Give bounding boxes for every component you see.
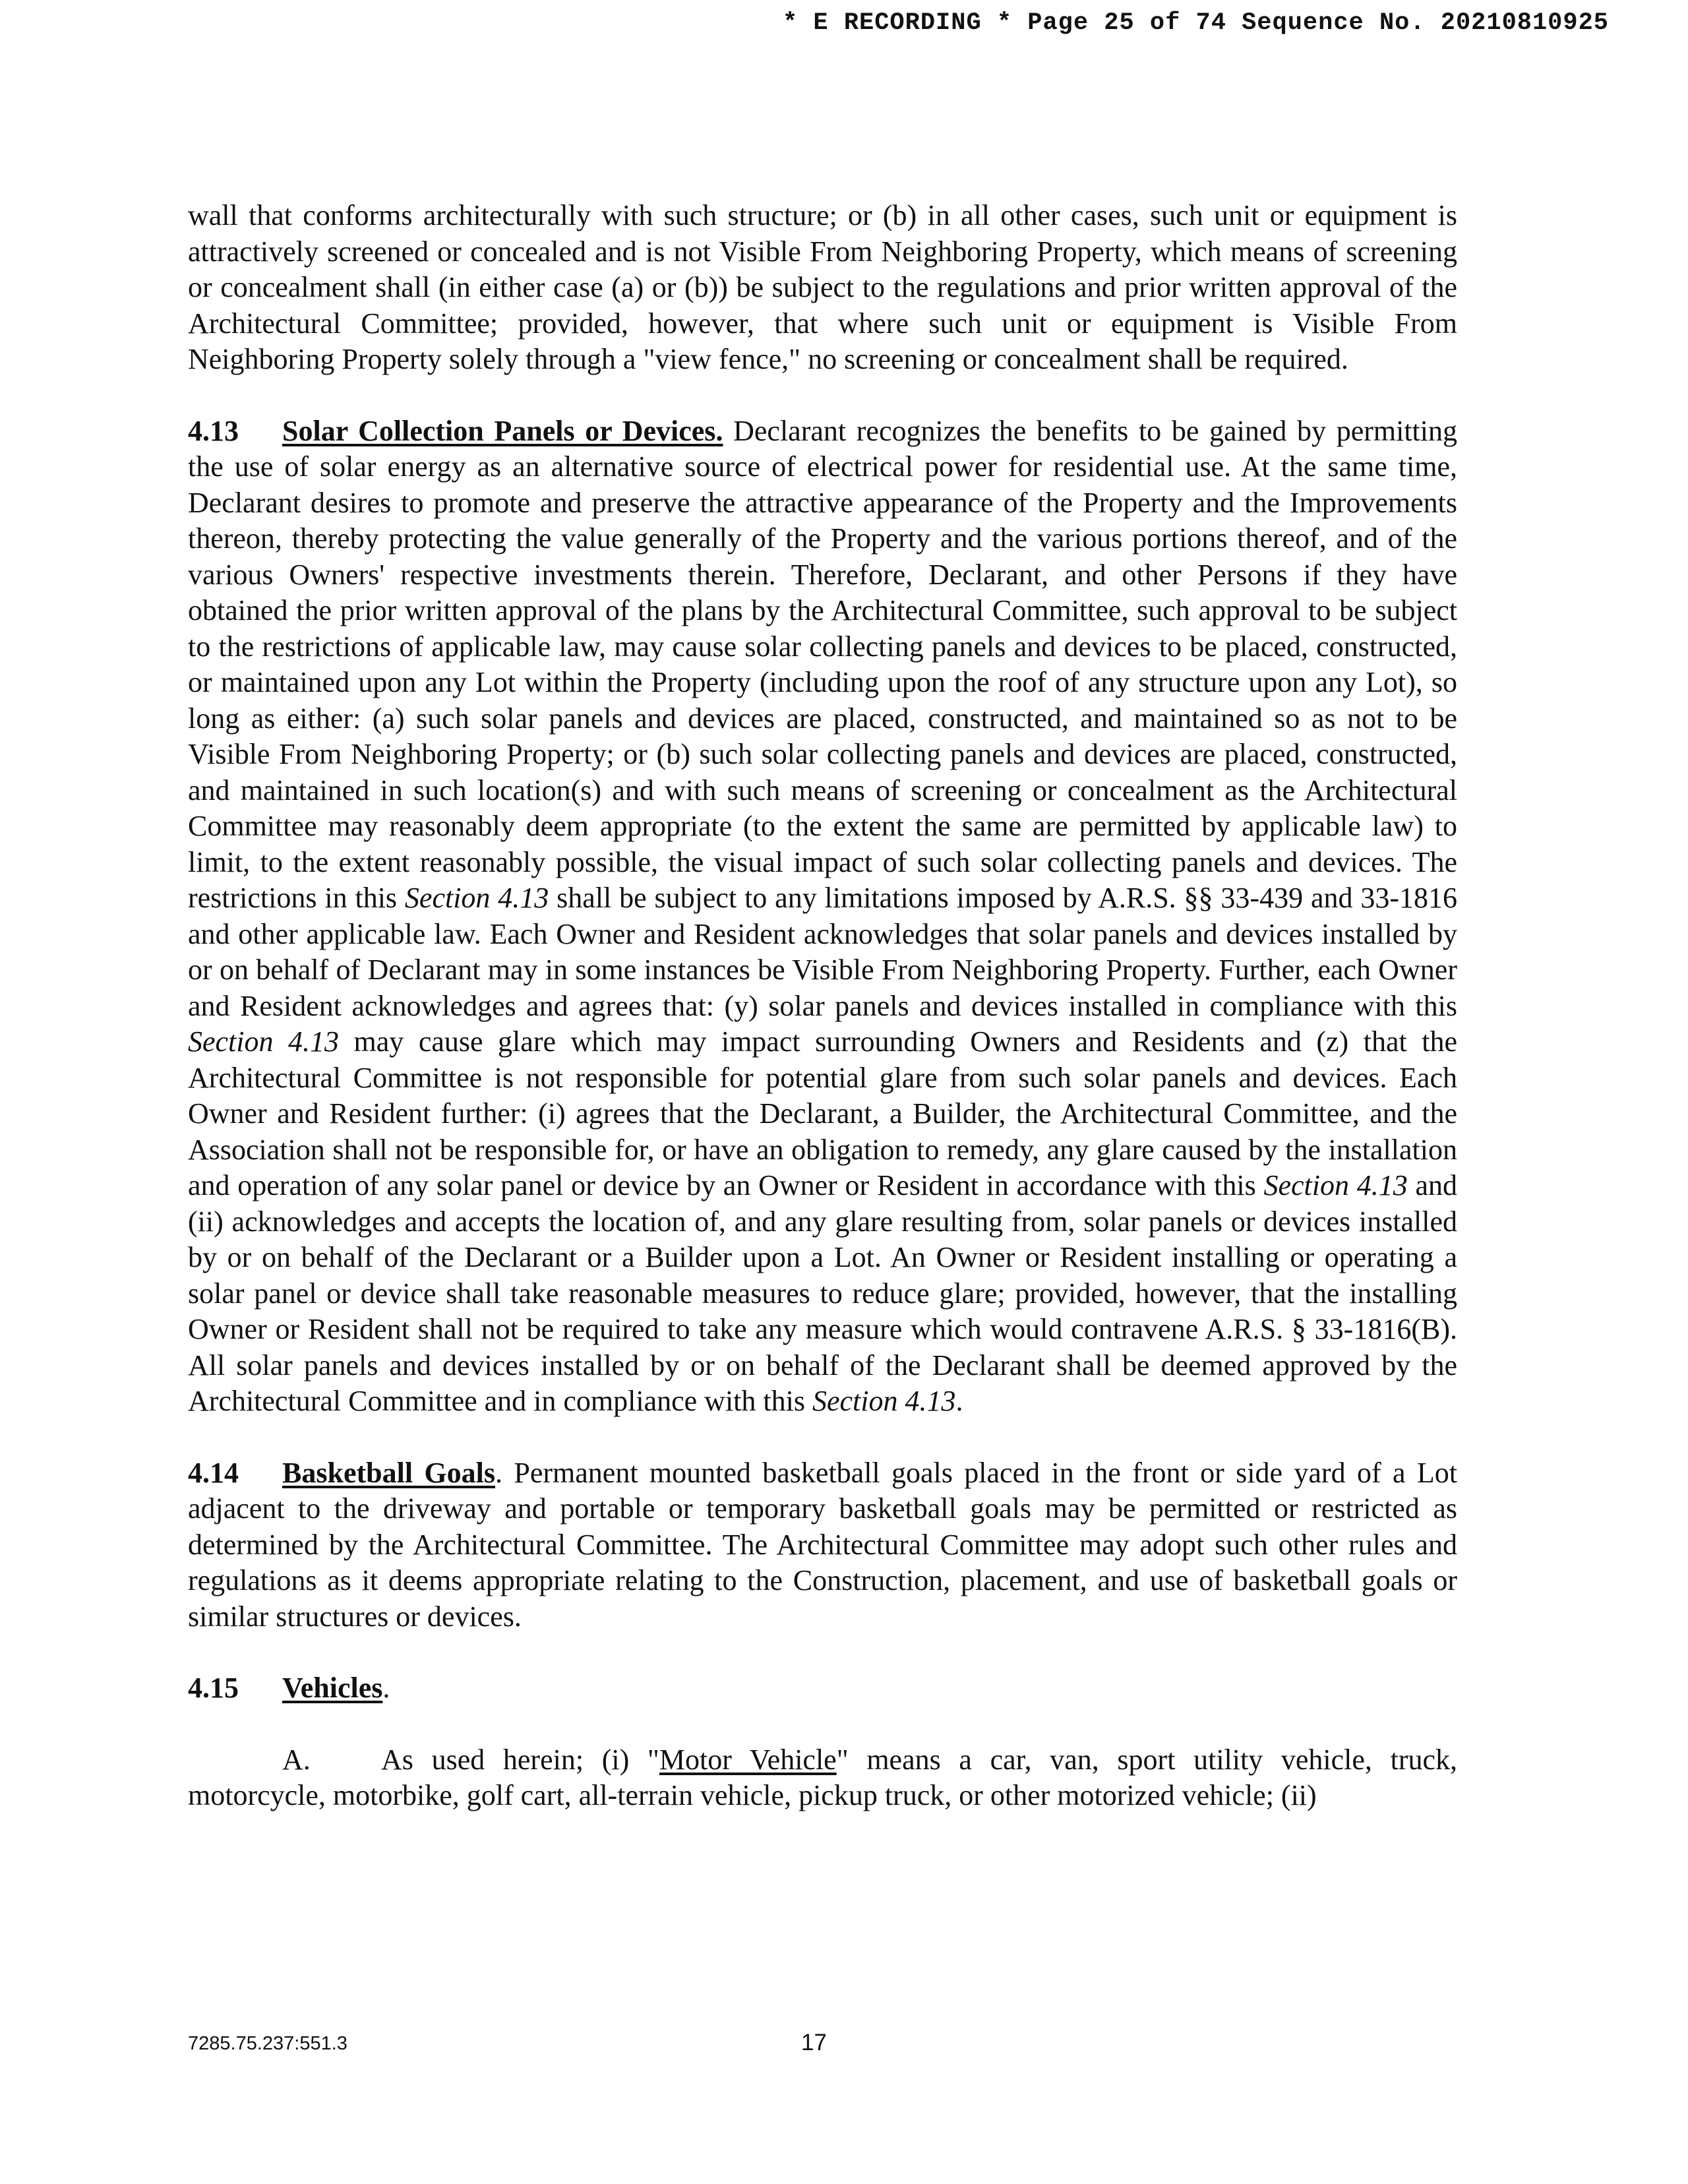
section-reference: Section 4.13: [404, 882, 549, 914]
subsection-text: As used herein; (i) ": [381, 1743, 659, 1776]
section-number: 4.14: [188, 1456, 239, 1489]
section-text: may cause glare which may impact surrounding Owners and Residents and (z) that the Architectural Committee is not responsible for potential glare from such solar panels and devices. Each Owner and Resident further: (i) agrees that the Declarant, a Builder, the Architectural Committee, and the Association shall not be responsible for, or have an obligation to remedy, any glare caused by the installation and operation of any solar panel or device by an Owner or Resident in accordance with this: [188, 1025, 1457, 1201]
section-text: shall be subject to any limitations imposed by A.R.S. §§ 33-439 and 33-1816 and other applicable law. Each Owner and Resident acknowledges that solar panels and devices installed by or on behalf of Declarant may in some instances be Visible From Neighboring Property. Further, each Owner and Resident acknowledges and agrees that: (y) solar panels and devices installed in compliance with this: [188, 882, 1457, 1022]
section-text: Declarant recognizes the benefits to be gained by permitting the use of solar energy as an alternative source of electrical power for residential use. At the same time, Declarant desires to promote and preserve the attractive appearance of the Property and the Improvements thereon, thereby protecting the value generally of the Property and the various portions thereof, and of the various Owners' respective investments therein. Therefore, Declarant, and other Persons if they have obtained the prior written approval of the plans by the Architectural Committee, such approval to be subject to the restrictions of applicable law, may cause solar collecting panels and devices to be placed, constructed, or maintained upon any Lot within the Property (including upon the roof of any structure upon any Lot), so long as either: (a) such solar panels and devices are placed, constructed, and maintained so as not to be Visible From Neighboring Property; or (b) such solar collecting panels and devices are placed, constructed, and maintained in such location(s) and with such means of screening or concealment as the Architectural Committee may reasonably deem appropriate (to the extent the same are permitted by applicable law) to limit, to the extent reasonably possible, the visual impact of such solar collecting panels and devices. The restrictions in this: [188, 414, 1457, 914]
defined-term: Motor Vehicle: [659, 1743, 837, 1776]
section-reference: Section 4.13: [1263, 1169, 1408, 1201]
section-reference: Section 4.13: [812, 1385, 956, 1417]
document-id: 7285.75.237:551.3: [188, 2033, 347, 2054]
recording-header: * E RECORDING * Page 25 of 74 Sequence No. 20210810925: [783, 9, 1609, 37]
subsection-text: " means a car, van, sport utility vehicle, truck, motorcycle, motorbike, golf cart, all-terrain vehicle, pickup truck, or other motorized vehicle; (ii): [188, 1743, 1458, 1811]
section-title-period: .: [715, 414, 723, 447]
section-4-15: [188, 1670, 1457, 1707]
page-number: 17: [801, 2030, 827, 2055]
section-title: Solar Collection Panels or Devices: [282, 414, 716, 447]
section-reference: Section 4.13: [188, 1025, 340, 1058]
paragraph-continuation: wall that conforms architecturally with such structure; or (b) in all other cases, such unit or equipment is attractively screened or concealed and is not Visible From Neighboring Property, which means of screening or concealment shall (in either case (a) or (b)) be subject to the regulations and prior written approval of the Architectural Committee; provided, however, that where such unit or equipment is Visible From Neighboring Property solely through a "view fence," no screening or concealment shall be required.: [188, 199, 1457, 375]
section-4-14: [188, 1455, 1457, 1635]
section-text: .: [955, 1385, 963, 1417]
subsection-label: A.: [282, 1743, 311, 1776]
subsection-a: [188, 1742, 1457, 1814]
section-text: and (ii) acknowledges and accepts the location of, and any glare resulting from, solar panels or devices installed by or on behalf of the Declarant or a Builder upon a Lot. An Owner or Resident installing or operating a solar panel or device shall take reasonable measures to reduce glare; provided, however, that the installing Owner or Resident shall not be required to take any measure which would contravene A.R.S. § 33-1816(B). All solar panels and devices installed by or on behalf of the Declarant shall be deemed approved by the Architectural Committee and in compliance with this: [188, 1169, 1458, 1417]
section-4-13: [188, 413, 1457, 1420]
section-number: 4.13: [188, 414, 239, 447]
section-text: Permanent mounted basketball goals placed in the front or side yard of a Lot adjacent to the driveway and portable or temporary basketball goals may be permitted or restricted as determined by the Architectural Committee. The Architectural Committee may adopt such other rules and regulations as it deems appropriate relating to the Construction, placement, and use of basketball goals or similar structures or devices.: [188, 1456, 1457, 1633]
section-title: Vehicles: [282, 1672, 383, 1704]
section-title-period: .: [382, 1672, 390, 1704]
section-number: 4.15: [188, 1672, 239, 1704]
document-body: [188, 198, 1457, 1814]
section-title: Basketball Goals: [282, 1456, 495, 1489]
section-title-period: .: [495, 1456, 502, 1489]
